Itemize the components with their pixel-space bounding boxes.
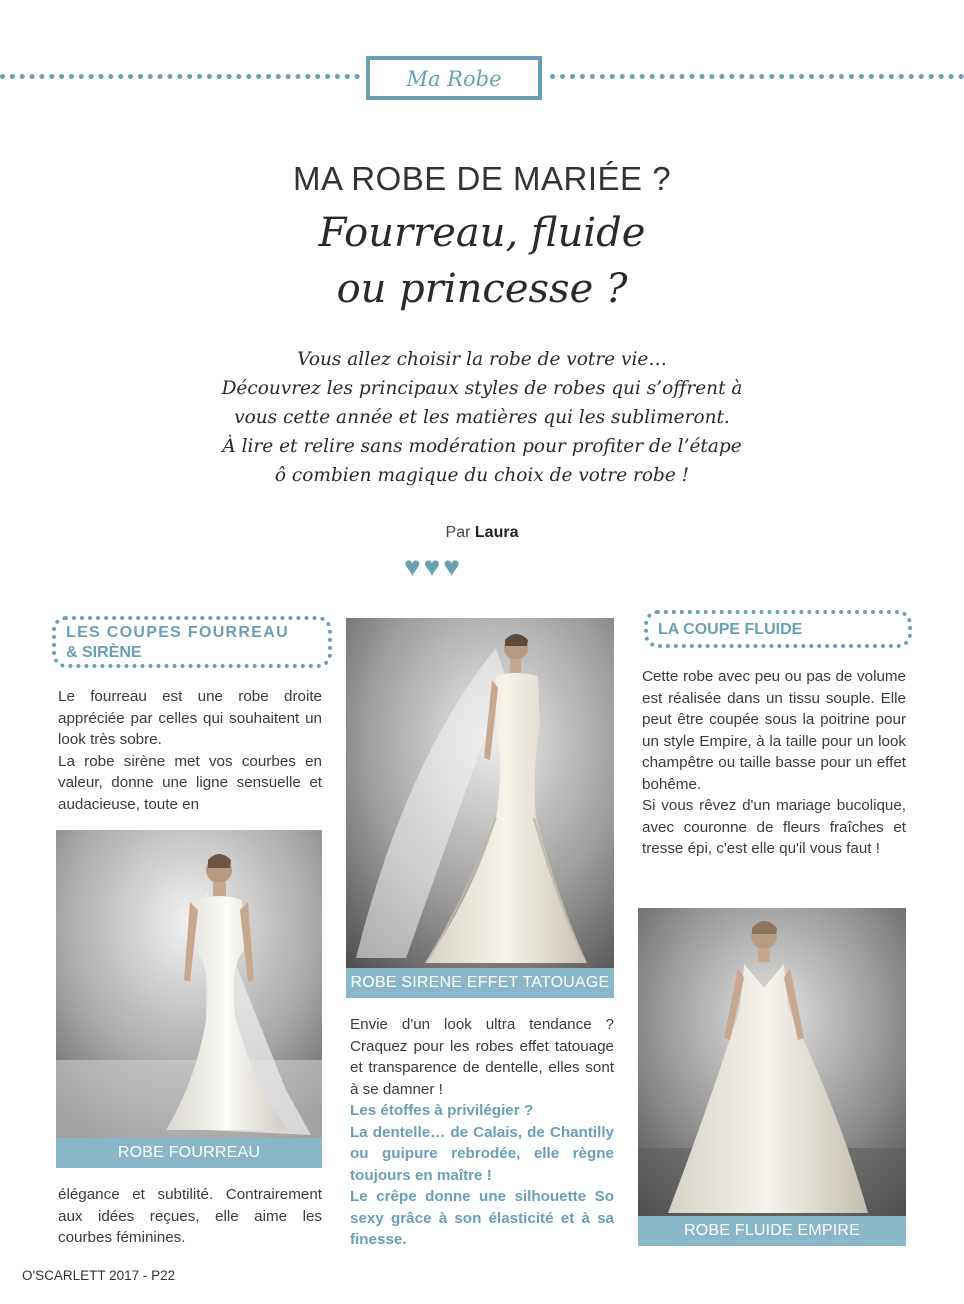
col1-para: élégance et subtilité. Contrairement aux idées reçues, elle aime les courbes féminines. (58, 1186, 322, 1246)
col2-blue-heading: Les étoffes à privilégier ? (350, 1102, 534, 1119)
headline-line-2: ou princesse ? (336, 266, 628, 312)
col1-heading-line-1: LES COUPES FOURREAU (66, 624, 289, 641)
col1-para: La robe sirène met vos courbes en valeur, donne une ligne sensuelle et audacieuse, toute en (58, 752, 322, 813)
intro-line: Vous allez choisir la robe de votre vie… (297, 349, 667, 370)
col1-text-top (58, 686, 322, 815)
byline (0, 524, 964, 542)
intro (150, 345, 814, 490)
col3-heading (644, 610, 912, 648)
intro-line: vous cette année et les matières qui les sublimeront. (234, 407, 730, 428)
col1-para: Le fourreau est une robe droite appréciée par celles qui souhaitent un look très sobre. (58, 688, 322, 748)
col2-blue-para: La dentelle… de Calais, de Chantilly ou guipure rebrodée, elle règne toujours en maître ! (350, 1123, 614, 1184)
col2-blue-para: Le crêpe donne une silhouette So sexy grâce à son élasticité et à sa finesse. (350, 1188, 614, 1248)
intro-line: Découvrez les principaux styles de robes qui s’offrent à (221, 378, 743, 399)
page-footer: O'SCARLETT 2017 - P22 (22, 1268, 176, 1283)
col3-para: Cette robe avec peu ou pas de volume est réalisée dans un tissu souple. Elle peut être coupée sous la poitrine pour un style Empire, à la taille pour un look champêtre ou taille basse pour un effet bohême. (642, 668, 906, 793)
intro-line: ô combien magique du choix de votre robe ! (274, 465, 690, 486)
dress-fluide-illustration (638, 908, 906, 1216)
hearts-icon: ♥♥♥ (404, 551, 463, 582)
col2-para: Envie d'un look ultra tendance ? Craquez pour les robes effet tatouage et transparence de dentelle, elles sont à se damner ! (350, 1016, 614, 1098)
dress-sirene-illustration (346, 618, 614, 968)
col3-text (642, 666, 906, 860)
top-dotted-rule-right (550, 74, 964, 79)
caption-robe-sirene: ROBE SIRENE EFFET TATOUAGE (346, 968, 614, 998)
col3-heading-text: LA COUPE FLUIDE (658, 621, 803, 638)
caption-robe-fourreau: ROBE FOURREAU (56, 1138, 322, 1168)
headline (0, 205, 964, 317)
col1-text-bottom (58, 1184, 322, 1249)
photo-robe-sirene (346, 618, 614, 968)
byline-author: Laura (474, 524, 519, 541)
photo-robe-fourreau (56, 830, 322, 1138)
top-dotted-rule-left (0, 74, 360, 79)
caption-robe-fluide: ROBE FLUIDE EMPIRE (638, 1216, 906, 1246)
col2-text (350, 1014, 614, 1251)
col1-heading-line-2: & SIRÈNE (66, 644, 142, 661)
photo-robe-fluide (638, 908, 906, 1216)
dress-fourreau-illustration (56, 830, 322, 1138)
byline-prefix: Par (445, 524, 471, 541)
section-tag: Ma Robe (366, 56, 542, 100)
intro-line: À lire et relire sans modération pour profiter de l’étape (222, 436, 742, 457)
col1-heading (52, 616, 332, 668)
headline-line-1: Fourreau, fluide (318, 210, 646, 256)
kicker: MA ROBE DE MARIÉE ? (292, 160, 672, 197)
col3-para: Si vous rêvez d'un mariage bucolique, avec couronne de fleurs fraîches et tresse épi, c'est elle qu'il vous faut ! (642, 797, 906, 857)
